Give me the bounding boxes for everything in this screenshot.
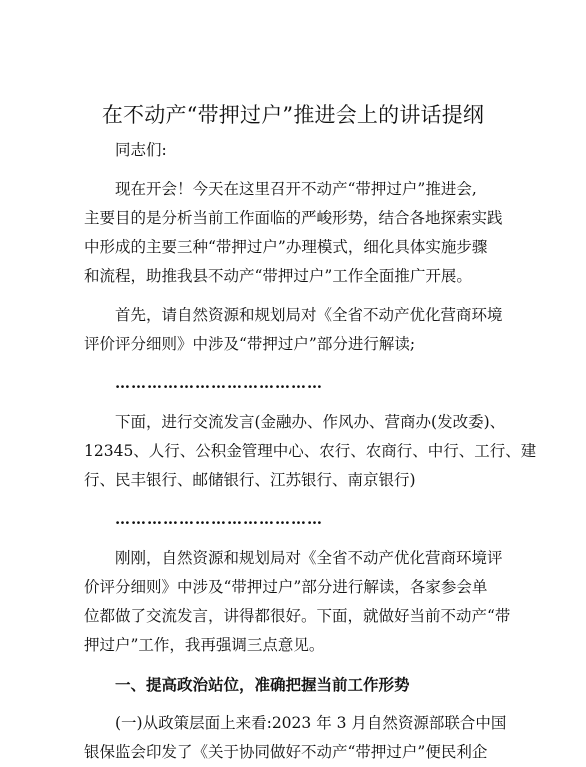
spacer <box>84 495 504 505</box>
spacer <box>84 398 504 408</box>
paragraph-line: 银保监会印发了《关于协同做好不动产“带押过户”便民利企 <box>84 743 488 761</box>
spacer <box>84 359 504 369</box>
paragraph-line: 现在开会！今天在这里召开不动产“带押过户”推进会, <box>115 180 477 198</box>
paragraph-first-item <box>84 301 504 359</box>
paragraph-line: 12345、人行、公积金管理中心、农行、农商行、中行、工行、建 <box>84 442 537 460</box>
paragraph-line: 和流程，助推我县不动产“带押过户”工作全面推广开展。 <box>84 267 472 285</box>
paragraph-opening <box>84 175 504 291</box>
paragraph-line: 押过户”工作，我再强调三点意见。 <box>84 636 325 654</box>
document-body <box>84 136 537 767</box>
paragraph-line: 首先，请自然资源和规划局对《全省不动产优化营商环境 <box>115 306 503 324</box>
spacer <box>84 291 504 301</box>
paragraph-line: (一)从政策层面上来看:2023 年 3 月自然资源部联合中国 <box>115 714 507 732</box>
spacer <box>84 534 504 544</box>
ellipsis-separator: ………………………………… <box>115 374 323 392</box>
paragraph-exchange <box>84 408 537 495</box>
paragraph-line: 刚刚，自然资源和规划局对《全省不动产优化营商环境评 <box>115 549 503 567</box>
spacer <box>84 699 504 709</box>
spacer <box>84 165 504 175</box>
paragraph-line: 主要目的是分析当前工作面临的严峻形势，结合各地探索实践 <box>84 209 503 227</box>
paragraph-line: 位都做了交流发言，讲得都很好。下面，就做好当前不动产“带 <box>84 607 511 625</box>
page-title: 在不动产“带押过户”推进会上的讲话提纲 <box>101 103 485 127</box>
section-heading: 一、提高政治站位，准确把握当前工作形势 <box>115 675 410 694</box>
paragraph-summary <box>84 544 511 660</box>
ellipsis-separator: ………………………………… <box>115 510 323 528</box>
salutation: 同志们: <box>115 141 167 159</box>
paragraph-policy <box>84 709 507 767</box>
spacer <box>84 660 504 670</box>
paragraph-line: 下面，进行交流发言(金融办、作风办、营商办(发改委)、 <box>115 413 506 431</box>
paragraph-line: 价评分细则》中涉及“带押过户”部分进行解读，各家参会单 <box>84 578 488 596</box>
paragraph-line: 评价评分细则》中涉及“带押过户”部分进行解读; <box>84 335 416 353</box>
paragraph-line: 行、民丰银行、邮储银行、江苏银行、南京银行) <box>84 471 416 489</box>
paragraph-line: 中形成的主要三种“带押过户”办理模式，细化具体实施步骤 <box>84 238 488 256</box>
